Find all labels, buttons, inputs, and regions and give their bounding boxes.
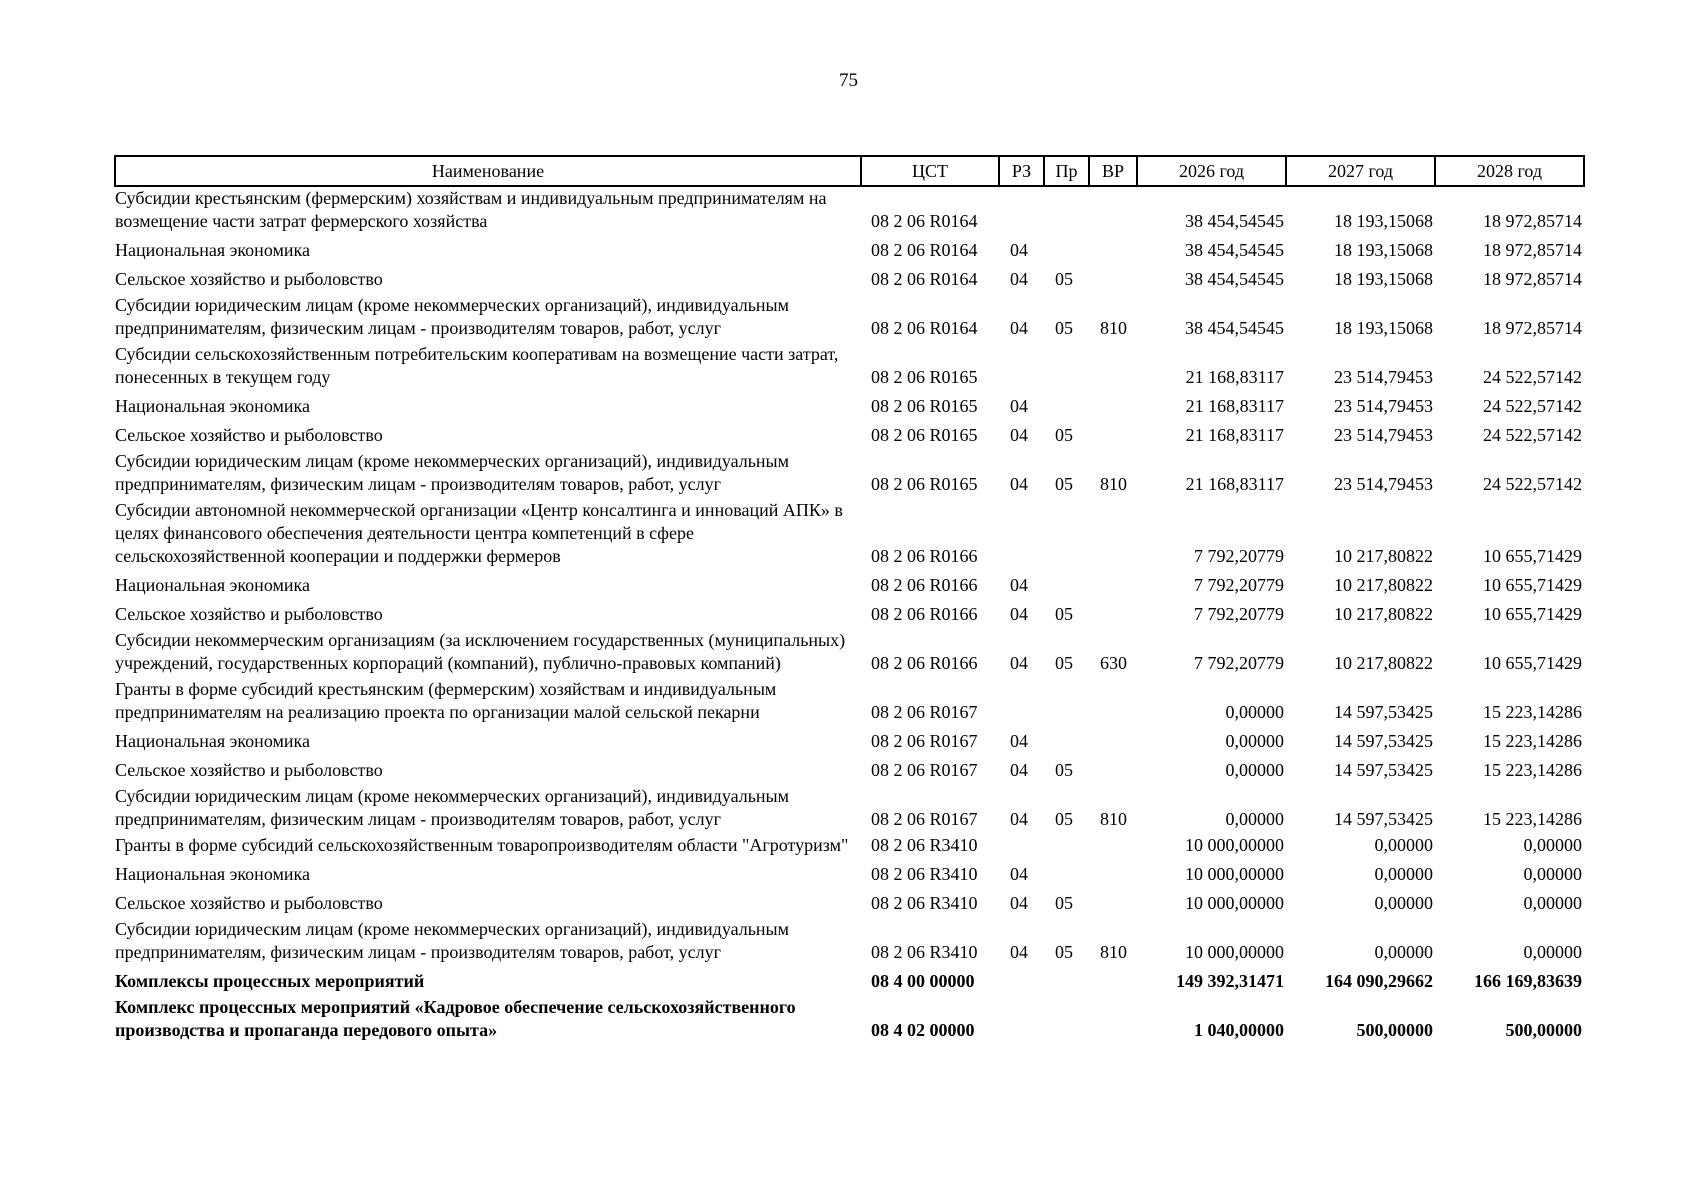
cell-cst: 08 2 06 R0165 bbox=[871, 425, 978, 445]
cell-2028: 24 522,57142 bbox=[1483, 474, 1582, 494]
cell-cst: 08 2 06 R0165 bbox=[871, 474, 978, 494]
cell-rz bbox=[999, 678, 1044, 727]
header-row bbox=[115, 156, 1584, 186]
cell-rz: 04 bbox=[1010, 893, 1028, 913]
cell-2026: 0,00000 bbox=[1225, 809, 1284, 829]
cell-pr bbox=[1044, 571, 1089, 600]
budget-table bbox=[114, 155, 1585, 1045]
table-body bbox=[115, 186, 1584, 1045]
cell-2028: 500,00000 bbox=[1505, 1020, 1582, 1040]
cell-2027: 500,00000 bbox=[1356, 1020, 1433, 1040]
cell-pr: 05 bbox=[1055, 269, 1073, 289]
cell-name: Субсидии юридическим лицам (кроме некоммерческих организаций), индивидуальным предпринимателям, физическим лицам - производителям товаров, работ, услуг bbox=[115, 919, 790, 962]
cell-pr bbox=[1044, 967, 1089, 996]
cell-2027: 14 597,53425 bbox=[1334, 760, 1433, 780]
cell-name: Национальная экономика bbox=[115, 240, 310, 260]
cell-rz bbox=[999, 343, 1044, 392]
cell-2028: 0,00000 bbox=[1523, 893, 1582, 913]
header-2027: 2027 год bbox=[1286, 156, 1435, 186]
cell-cst: 08 4 02 00000 bbox=[871, 1020, 975, 1040]
cell-2028: 18 972,85714 bbox=[1483, 240, 1582, 260]
cell-vr bbox=[1089, 834, 1137, 860]
cell-cst: 08 2 06 R0166 bbox=[871, 546, 978, 566]
cell-name: Национальная экономика bbox=[115, 731, 310, 751]
cell-cst: 08 2 06 R0164 bbox=[871, 269, 978, 289]
cell-rz: 04 bbox=[1010, 653, 1028, 673]
cell-2026: 0,00000 bbox=[1225, 731, 1284, 751]
header-rz: РЗ bbox=[999, 156, 1044, 186]
cell-vr bbox=[1089, 186, 1137, 236]
cell-rz: 04 bbox=[1010, 425, 1028, 445]
cell-cst: 08 2 06 R0164 bbox=[871, 318, 978, 338]
cell-pr bbox=[1044, 834, 1089, 860]
cell-vr: 810 bbox=[1100, 474, 1127, 494]
cell-name: Национальная экономика bbox=[115, 575, 310, 595]
cell-2027: 164 090,29662 bbox=[1325, 971, 1433, 991]
cell-name: Субсидии сельскохозяйственным потребительским кооперативам на возмещение части затрат, понесенных в текущем году bbox=[115, 344, 839, 387]
cell-name: Гранты в форме субсидий крестьянским (фермерским) хозяйствам и индивидуальным предпринимателям на реализацию проекта по организации малой сельской пекарни bbox=[115, 679, 777, 722]
cell-2026: 7 792,20779 bbox=[1194, 653, 1284, 673]
cell-pr bbox=[1044, 499, 1089, 571]
cell-pr: 05 bbox=[1055, 809, 1073, 829]
cell-2027: 23 514,79453 bbox=[1334, 396, 1433, 416]
cell-2028: 18 972,85714 bbox=[1483, 269, 1582, 289]
cell-2026: 21 168,83117 bbox=[1185, 474, 1284, 494]
cell-pr bbox=[1044, 727, 1089, 756]
table-row bbox=[115, 186, 1584, 236]
table-row bbox=[115, 236, 1584, 265]
header-cst: ЦСТ bbox=[861, 156, 999, 186]
cell-2028: 0,00000 bbox=[1523, 864, 1582, 884]
cell-rz: 04 bbox=[1010, 240, 1028, 260]
cell-cst: 08 2 06 R0164 bbox=[871, 211, 978, 231]
cell-rz: 04 bbox=[1010, 942, 1028, 962]
cell-2028: 18 972,85714 bbox=[1483, 318, 1582, 338]
cell-pr: 05 bbox=[1055, 653, 1073, 673]
table-row bbox=[115, 785, 1584, 834]
cell-2027: 0,00000 bbox=[1374, 835, 1433, 855]
header-pr: Пр bbox=[1044, 156, 1089, 186]
cell-vr bbox=[1089, 343, 1137, 392]
cell-2028: 10 655,71429 bbox=[1483, 604, 1582, 624]
cell-pr: 05 bbox=[1055, 760, 1073, 780]
cell-name: Субсидии автономной некоммерческой организации «Центр консалтинга и инноваций АПК» в целях финансового обеспечения деятельности центра компетенций в сфере сельскохозяйственной кооперации и поддержки фермеров bbox=[115, 500, 843, 566]
cell-pr: 05 bbox=[1055, 942, 1073, 962]
cell-pr bbox=[1044, 343, 1089, 392]
cell-2028: 18 972,85714 bbox=[1483, 211, 1582, 231]
cell-2027: 14 597,53425 bbox=[1334, 702, 1433, 722]
cell-2026: 38 454,54545 bbox=[1185, 318, 1284, 338]
cell-rz bbox=[999, 834, 1044, 860]
table-row bbox=[115, 600, 1584, 629]
cell-2027: 18 193,15068 bbox=[1334, 318, 1433, 338]
table-row bbox=[115, 571, 1584, 600]
cell-cst: 08 2 06 R0167 bbox=[871, 702, 978, 722]
cell-pr: 05 bbox=[1055, 893, 1073, 913]
table-row bbox=[115, 889, 1584, 918]
cell-vr bbox=[1089, 571, 1137, 600]
cell-2026: 149 392,31471 bbox=[1176, 971, 1284, 991]
cell-vr bbox=[1089, 499, 1137, 571]
table-header bbox=[115, 156, 1584, 186]
cell-2028: 24 522,57142 bbox=[1483, 396, 1582, 416]
cell-2026: 38 454,54545 bbox=[1185, 240, 1284, 260]
table-row bbox=[115, 499, 1584, 571]
cell-cst: 08 2 06 R0165 bbox=[871, 367, 978, 387]
table-row bbox=[115, 996, 1584, 1045]
cell-cst: 08 2 06 R0164 bbox=[871, 240, 978, 260]
cell-cst: 08 2 06 R0167 bbox=[871, 760, 978, 780]
cell-pr: 05 bbox=[1055, 604, 1073, 624]
cell-cst: 08 4 00 00000 bbox=[871, 971, 975, 991]
cell-cst: 08 2 06 R0166 bbox=[871, 653, 978, 673]
cell-2026: 7 792,20779 bbox=[1194, 575, 1284, 595]
cell-name: Сельское хозяйство и рыболовство bbox=[115, 425, 383, 445]
cell-2028: 0,00000 bbox=[1523, 942, 1582, 962]
cell-rz: 04 bbox=[1010, 731, 1028, 751]
cell-2026: 38 454,54545 bbox=[1185, 269, 1284, 289]
cell-rz: 04 bbox=[1010, 396, 1028, 416]
table-row bbox=[115, 678, 1584, 727]
table-row bbox=[115, 265, 1584, 294]
table-row bbox=[115, 629, 1584, 678]
header-vr: ВР bbox=[1089, 156, 1137, 186]
cell-cst: 08 2 06 R0166 bbox=[871, 604, 978, 624]
table-row bbox=[115, 860, 1584, 889]
cell-vr bbox=[1089, 265, 1137, 294]
cell-2027: 10 217,80822 bbox=[1334, 575, 1433, 595]
cell-name: Сельское хозяйство и рыболовство bbox=[115, 760, 383, 780]
cell-name: Субсидии некоммерческим организациям (за исключением государственных (муниципальных) учреждений, государственных корпораций (компаний), публично-правовых компаний) bbox=[115, 630, 846, 673]
cell-cst: 08 2 06 R3410 bbox=[871, 835, 978, 855]
cell-2028: 24 522,57142 bbox=[1483, 425, 1582, 445]
cell-vr bbox=[1089, 678, 1137, 727]
cell-rz bbox=[999, 996, 1044, 1045]
cell-2027: 23 514,79453 bbox=[1334, 474, 1433, 494]
cell-pr bbox=[1044, 678, 1089, 727]
cell-vr bbox=[1089, 756, 1137, 785]
table-row bbox=[115, 392, 1584, 421]
cell-2026: 10 000,00000 bbox=[1185, 942, 1284, 962]
header-2028: 2028 год bbox=[1435, 156, 1584, 186]
cell-2027: 10 217,80822 bbox=[1334, 604, 1433, 624]
cell-2028: 166 169,83639 bbox=[1474, 971, 1582, 991]
cell-2027: 14 597,53425 bbox=[1334, 731, 1433, 751]
cell-pr: 05 bbox=[1055, 318, 1073, 338]
page-number: 75 bbox=[839, 70, 858, 91]
table-row bbox=[115, 343, 1584, 392]
cell-2027: 10 217,80822 bbox=[1334, 653, 1433, 673]
cell-2028: 24 522,57142 bbox=[1483, 367, 1582, 387]
table-row bbox=[115, 294, 1584, 343]
cell-2027: 10 217,80822 bbox=[1334, 546, 1433, 566]
table-row bbox=[115, 756, 1584, 785]
cell-2027: 18 193,15068 bbox=[1334, 269, 1433, 289]
cell-2027: 0,00000 bbox=[1374, 942, 1433, 962]
table-row bbox=[115, 727, 1584, 756]
cell-cst: 08 2 06 R3410 bbox=[871, 893, 978, 913]
cell-2027: 0,00000 bbox=[1374, 864, 1433, 884]
cell-rz: 04 bbox=[1010, 864, 1028, 884]
cell-2026: 10 000,00000 bbox=[1185, 893, 1284, 913]
cell-2028: 10 655,71429 bbox=[1483, 546, 1582, 566]
cell-pr: 05 bbox=[1055, 474, 1073, 494]
cell-2027: 18 193,15068 bbox=[1334, 211, 1433, 231]
cell-2027: 18 193,15068 bbox=[1334, 240, 1433, 260]
cell-2027: 23 514,79453 bbox=[1334, 367, 1433, 387]
cell-rz bbox=[999, 967, 1044, 996]
cell-name: Сельское хозяйство и рыболовство bbox=[115, 893, 383, 913]
cell-2026: 21 168,83117 bbox=[1185, 425, 1284, 445]
cell-rz bbox=[999, 186, 1044, 236]
cell-2026: 0,00000 bbox=[1225, 702, 1284, 722]
cell-rz bbox=[999, 499, 1044, 571]
cell-2028: 15 223,14286 bbox=[1483, 702, 1582, 722]
cell-name: Сельское хозяйство и рыболовство bbox=[115, 269, 383, 289]
table-row bbox=[115, 450, 1584, 499]
cell-cst: 08 2 06 R0166 bbox=[871, 575, 978, 595]
cell-vr: 810 bbox=[1100, 809, 1127, 829]
cell-2026: 38 454,54545 bbox=[1185, 211, 1284, 231]
cell-vr bbox=[1089, 967, 1137, 996]
cell-pr bbox=[1044, 860, 1089, 889]
cell-cst: 08 2 06 R0165 bbox=[871, 396, 978, 416]
cell-name: Национальная экономика bbox=[115, 396, 310, 416]
cell-pr bbox=[1044, 996, 1089, 1045]
cell-name: Национальная экономика bbox=[115, 864, 310, 884]
cell-rz: 04 bbox=[1010, 604, 1028, 624]
cell-name: Комплекс процессных мероприятий «Кадровое обеспечение сельскохозяйственного производства и пропаганда передового опыта» bbox=[115, 997, 796, 1040]
cell-vr bbox=[1089, 860, 1137, 889]
cell-rz: 04 bbox=[1010, 269, 1028, 289]
cell-rz: 04 bbox=[1010, 809, 1028, 829]
cell-rz: 04 bbox=[1010, 474, 1028, 494]
cell-vr bbox=[1089, 392, 1137, 421]
cell-vr bbox=[1089, 421, 1137, 450]
cell-cst: 08 2 06 R3410 bbox=[871, 942, 978, 962]
cell-vr bbox=[1089, 727, 1137, 756]
cell-name: Субсидии юридическим лицам (кроме некоммерческих организаций), индивидуальным предпринимателям, физическим лицам - производителям товаров, работ, услуг bbox=[115, 451, 790, 494]
cell-pr bbox=[1044, 392, 1089, 421]
cell-cst: 08 2 06 R3410 bbox=[871, 864, 978, 884]
cell-2026: 21 168,83117 bbox=[1185, 396, 1284, 416]
table-row bbox=[115, 918, 1584, 967]
cell-vr bbox=[1089, 889, 1137, 918]
cell-name: Гранты в форме субсидий сельскохозяйственным товаропроизводителям области "Агротуризм" bbox=[115, 835, 849, 855]
cell-rz: 04 bbox=[1010, 318, 1028, 338]
cell-pr: 05 bbox=[1055, 425, 1073, 445]
cell-name: Субсидии юридическим лицам (кроме некоммерческих организаций), индивидуальным предпринимателям, физическим лицам - производителям товаров, работ, услуг bbox=[115, 786, 790, 829]
cell-2026: 7 792,20779 bbox=[1194, 546, 1284, 566]
cell-2026: 10 000,00000 bbox=[1185, 835, 1284, 855]
table-row bbox=[115, 967, 1584, 996]
cell-2028: 10 655,71429 bbox=[1483, 575, 1582, 595]
cell-pr bbox=[1044, 236, 1089, 265]
cell-2028: 15 223,14286 bbox=[1483, 809, 1582, 829]
cell-2027: 14 597,53425 bbox=[1334, 809, 1433, 829]
cell-vr: 630 bbox=[1100, 653, 1127, 673]
cell-2028: 15 223,14286 bbox=[1483, 760, 1582, 780]
table-row bbox=[115, 834, 1584, 860]
cell-2026: 10 000,00000 bbox=[1185, 864, 1284, 884]
cell-2026: 7 792,20779 bbox=[1194, 604, 1284, 624]
cell-2028: 10 655,71429 bbox=[1483, 653, 1582, 673]
cell-name: Комплексы процессных мероприятий bbox=[115, 971, 425, 991]
cell-vr bbox=[1089, 236, 1137, 265]
cell-pr bbox=[1044, 186, 1089, 236]
cell-2026: 0,00000 bbox=[1225, 760, 1284, 780]
cell-2028: 15 223,14286 bbox=[1483, 731, 1582, 751]
cell-name: Сельское хозяйство и рыболовство bbox=[115, 604, 383, 624]
cell-vr: 810 bbox=[1100, 318, 1127, 338]
cell-name: Субсидии крестьянским (фермерским) хозяйствам и индивидуальным предпринимателям на возмещение части затрат фермерского хозяйства bbox=[115, 188, 827, 231]
cell-name: Субсидии юридическим лицам (кроме некоммерческих организаций), индивидуальным предпринимателям, физическим лицам - производителям товаров, работ, услуг bbox=[115, 295, 790, 338]
cell-2026: 1 040,00000 bbox=[1194, 1020, 1284, 1040]
cell-2026: 21 168,83117 bbox=[1185, 367, 1284, 387]
cell-rz: 04 bbox=[1010, 575, 1028, 595]
header-2026: 2026 год bbox=[1137, 156, 1286, 186]
cell-vr bbox=[1089, 996, 1137, 1045]
cell-2027: 0,00000 bbox=[1374, 893, 1433, 913]
cell-2027: 23 514,79453 bbox=[1334, 425, 1433, 445]
cell-vr bbox=[1089, 600, 1137, 629]
budget-table-container bbox=[114, 155, 1583, 1045]
cell-vr: 810 bbox=[1100, 942, 1127, 962]
cell-2028: 0,00000 bbox=[1523, 835, 1582, 855]
cell-cst: 08 2 06 R0167 bbox=[871, 731, 978, 751]
header-name: Наименование bbox=[115, 156, 861, 186]
cell-rz: 04 bbox=[1010, 760, 1028, 780]
cell-cst: 08 2 06 R0167 bbox=[871, 809, 978, 829]
table-row bbox=[115, 421, 1584, 450]
